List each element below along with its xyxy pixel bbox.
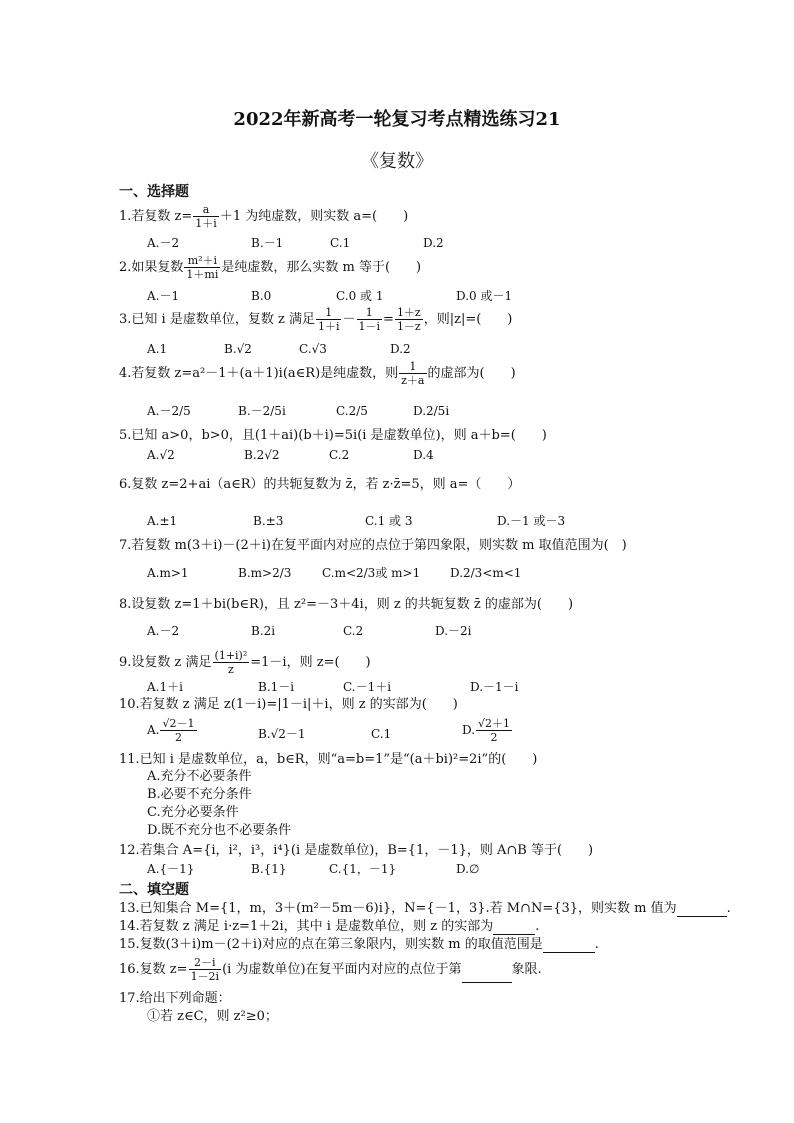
q7-option-c: C.m<2/3或 m>1 [322, 566, 421, 580]
fraction [476, 717, 512, 744]
question-6: 6.复数 z=2+ai（a∈R）的共轭复数为 z̄，若 z·z̄=5，则 a=（ ） [119, 477, 521, 492]
q7-option-a: A.m>1 [147, 566, 189, 580]
q3-option-a: A.1 [147, 342, 168, 356]
question-11: 11.已知 i 是虚数单位，a，b∈R，则“a=b=1”是“(a＋bi)²=2i”的( ) [119, 752, 538, 767]
option-letter: A. [147, 723, 160, 737]
question-9 [119, 649, 371, 676]
q5-option-d: D.4 [413, 448, 434, 462]
question-16-stem-end: 象限. [511, 962, 542, 977]
question-16-stem-start: 16.复数 z= [119, 962, 188, 977]
fraction [189, 956, 222, 983]
q11-option-a: A.充分不必要条件 [147, 769, 252, 784]
question-4-stem-end: 的虚部为( ) [427, 366, 516, 381]
fraction [395, 306, 423, 333]
q11-option-b: B.必要不充分条件 [147, 787, 252, 802]
fraction-denominator: 2 [490, 731, 498, 744]
q3-option-c: C.√3 [299, 342, 327, 356]
question-7: 7.若复数 m(3＋i)－(2＋i)在复平面内对应的点位于第四象限，则实数 m 取值范围为( ) [119, 538, 627, 553]
fraction [399, 360, 426, 387]
q7-option-d: D.2/3<m<1 [450, 566, 522, 580]
fraction [357, 306, 383, 333]
q1-option-b: B.－1 [251, 236, 284, 250]
fraction-numerator: √2－1 [162, 717, 195, 730]
question-14 [119, 919, 539, 935]
fraction-denominator: z＋a [401, 374, 425, 387]
q9-option-d: D.－1－i [470, 680, 519, 694]
question-4-stem-start: 4.若复数 z=a²－1＋(a＋1)i(a∈R)是纯虚数，则 [119, 366, 399, 381]
fraction-numerator: 1 [357, 306, 383, 320]
question-1 [119, 203, 408, 230]
q10-option-a [147, 717, 198, 744]
q6-option-a: A.±1 [147, 514, 178, 528]
question-1-stem-start: 1.若复数 z= [119, 209, 193, 224]
question-9-stem-end: =1－i，则 z=( ) [250, 655, 371, 670]
question-2-stem-start: 2.如果复数 [119, 260, 184, 275]
fraction-numerator: √2＋1 [478, 717, 511, 730]
q11-option-c: C.充分必要条件 [147, 805, 239, 820]
question-9-stem-start: 9.设复数 z 满足 [119, 655, 212, 670]
fraction-numerator: 1 [399, 360, 426, 374]
question-15-stem: 15.复数(3＋i)m－(2＋i)对应的点在第三象限内，则实数 m 的取值范围是 [119, 937, 543, 952]
fraction [184, 254, 220, 281]
fraction-denominator: 2 [174, 731, 182, 744]
page-title: 2022年新高考一轮复习考点精选练习21 [233, 109, 561, 130]
period: . [726, 901, 731, 916]
q12-option-d: D.∅ [456, 862, 480, 876]
section-heading-choice: 一、选择题 [119, 184, 189, 200]
q6-option-c: C.1 或 3 [365, 514, 413, 528]
q10-option-c: C.1 [371, 727, 392, 741]
q6-option-b: B.±3 [253, 514, 284, 528]
q8-option-c: C.2 [343, 624, 364, 638]
question-2 [119, 254, 421, 281]
question-14-stem: 14.若复数 z 满足 i·z=1＋2i，其中 i 是虚数单位，则 z 的实部为 [119, 919, 494, 934]
question-8: 8.设复数 z=1＋bi(b∈R)，且 z²=－3＋4i，则 z 的共轭复数 z̄ 的虚部为( ) [119, 597, 574, 612]
fraction-denominator: 1－z [396, 320, 421, 333]
question-16 [119, 956, 542, 983]
q2-option-d: D.0 或－1 [456, 289, 513, 303]
section-heading-fill: 二、填空题 [119, 882, 189, 898]
q8-option-d: D.－2i [435, 624, 472, 638]
q10-option-d [462, 717, 513, 744]
question-2-stem-end: 是纯虚数，那么实数 m 等于( ) [221, 260, 422, 275]
q12-option-c: C.{1，－1} [329, 862, 397, 876]
question-16-stem-middle: (i 为虚数单位)在复平面内对应的点位于第 [222, 962, 462, 977]
question-12: 12.若集合 A={i，i²，i³，i⁴}(i 是虚数单位)，B={1，－1}，则 A∩B 等于( ) [119, 843, 594, 858]
q2-option-c: C.0 或 1 [336, 289, 384, 303]
fraction-denominator: 1－2i [190, 970, 220, 983]
answer-blank [493, 922, 535, 935]
fraction-numerator: 1＋z [396, 306, 421, 319]
fraction-denominator: 1－i [358, 320, 381, 333]
q6-option-d: D.－1 或－3 [497, 514, 566, 528]
q12-option-a: A.{－1} [147, 862, 195, 876]
question-4 [119, 360, 516, 387]
q9-option-c: C.－1＋i [343, 680, 392, 694]
fraction [213, 649, 250, 676]
q4-option-b: B.－2/5i [238, 404, 286, 418]
fraction-numerator: (1+i)² [214, 649, 248, 662]
question-5: 5.已知 a>0，b>0，且(1＋ai)(b＋i)=5i(i 是虚数单位)，则 a＋b=( ) [119, 428, 547, 443]
q1-option-a: A.－2 [147, 236, 180, 250]
q3-option-d: D.2 [390, 342, 411, 356]
fraction-denominator: 1＋i [317, 320, 340, 333]
minus-sign: － [342, 312, 356, 327]
question-1-stem-end: ＋1 为纯虚数，则实数 a=( ) [219, 209, 409, 224]
question-13 [119, 901, 731, 917]
q8-option-b: B.2i [251, 624, 276, 638]
option-letter: D. [462, 723, 476, 737]
question-3-stem-start: 3.已知 i 是虚数单位，复数 z 满足 [119, 312, 315, 327]
q1-option-c: C.1 [330, 236, 351, 250]
answer-blank [677, 904, 727, 917]
fraction [193, 203, 219, 230]
question-13-stem: 13.已知集合 M={1，m，3＋(m²－5m－6)i}，N={－1，3}.若 M∩N={3}，则实数 m 值为 [119, 901, 677, 916]
question-3-stem-end: ，则|z|=( ) [423, 312, 513, 327]
fraction [316, 306, 342, 333]
equals-sign: = [383, 312, 394, 327]
q10-option-b: B.√2－1 [258, 727, 306, 741]
period: . [594, 937, 599, 952]
q1-option-d: D.2 [423, 236, 444, 250]
q3-option-b: B.√2 [224, 342, 252, 356]
q9-option-b: B.1－i [258, 680, 295, 694]
q4-option-c: C.2/5 [336, 404, 368, 418]
q8-option-a: A.－2 [147, 624, 180, 638]
fraction-numerator: m²＋i [184, 254, 220, 268]
q7-option-b: B.m>2/3 [238, 566, 292, 580]
q5-option-b: B.2√2 [244, 448, 280, 462]
q4-option-d: D.2/5i [413, 404, 450, 418]
question-10: 10.若复数 z 满足 z(1－i)=|1－i|＋i，则 z 的实部为( ) [119, 697, 458, 712]
q9-option-a: A.1＋i [147, 680, 183, 694]
fraction [160, 717, 196, 744]
fraction-denominator: 1＋mi [186, 268, 219, 281]
fraction-denominator: z [228, 663, 234, 676]
answer-blank [462, 970, 512, 983]
q5-option-c: C.2 [329, 448, 350, 462]
answer-blank [543, 940, 595, 953]
q4-option-a: A.－2/5 [147, 404, 191, 418]
q2-option-a: A.－1 [147, 289, 180, 303]
q2-option-b: B.0 [251, 289, 272, 303]
q5-option-a: A.√2 [147, 448, 175, 462]
fraction-denominator: 1＋i [195, 217, 217, 230]
fraction-numerator: 2－i [189, 956, 222, 970]
question-17: 17.给出下列命题： [119, 991, 231, 1006]
question-15 [119, 937, 599, 953]
q11-option-d: D.既不充分也不必要条件 [147, 823, 292, 838]
q12-option-b: B.{1} [251, 862, 287, 876]
page-subtitle: 《复数》 [361, 151, 433, 172]
period: . [535, 919, 540, 934]
fraction-numerator: 1 [316, 306, 342, 320]
question-17-item-1: ①若 z∈C，则 z²≥0； [147, 1009, 278, 1024]
question-3 [119, 306, 512, 333]
fraction-numerator: a [193, 203, 219, 217]
